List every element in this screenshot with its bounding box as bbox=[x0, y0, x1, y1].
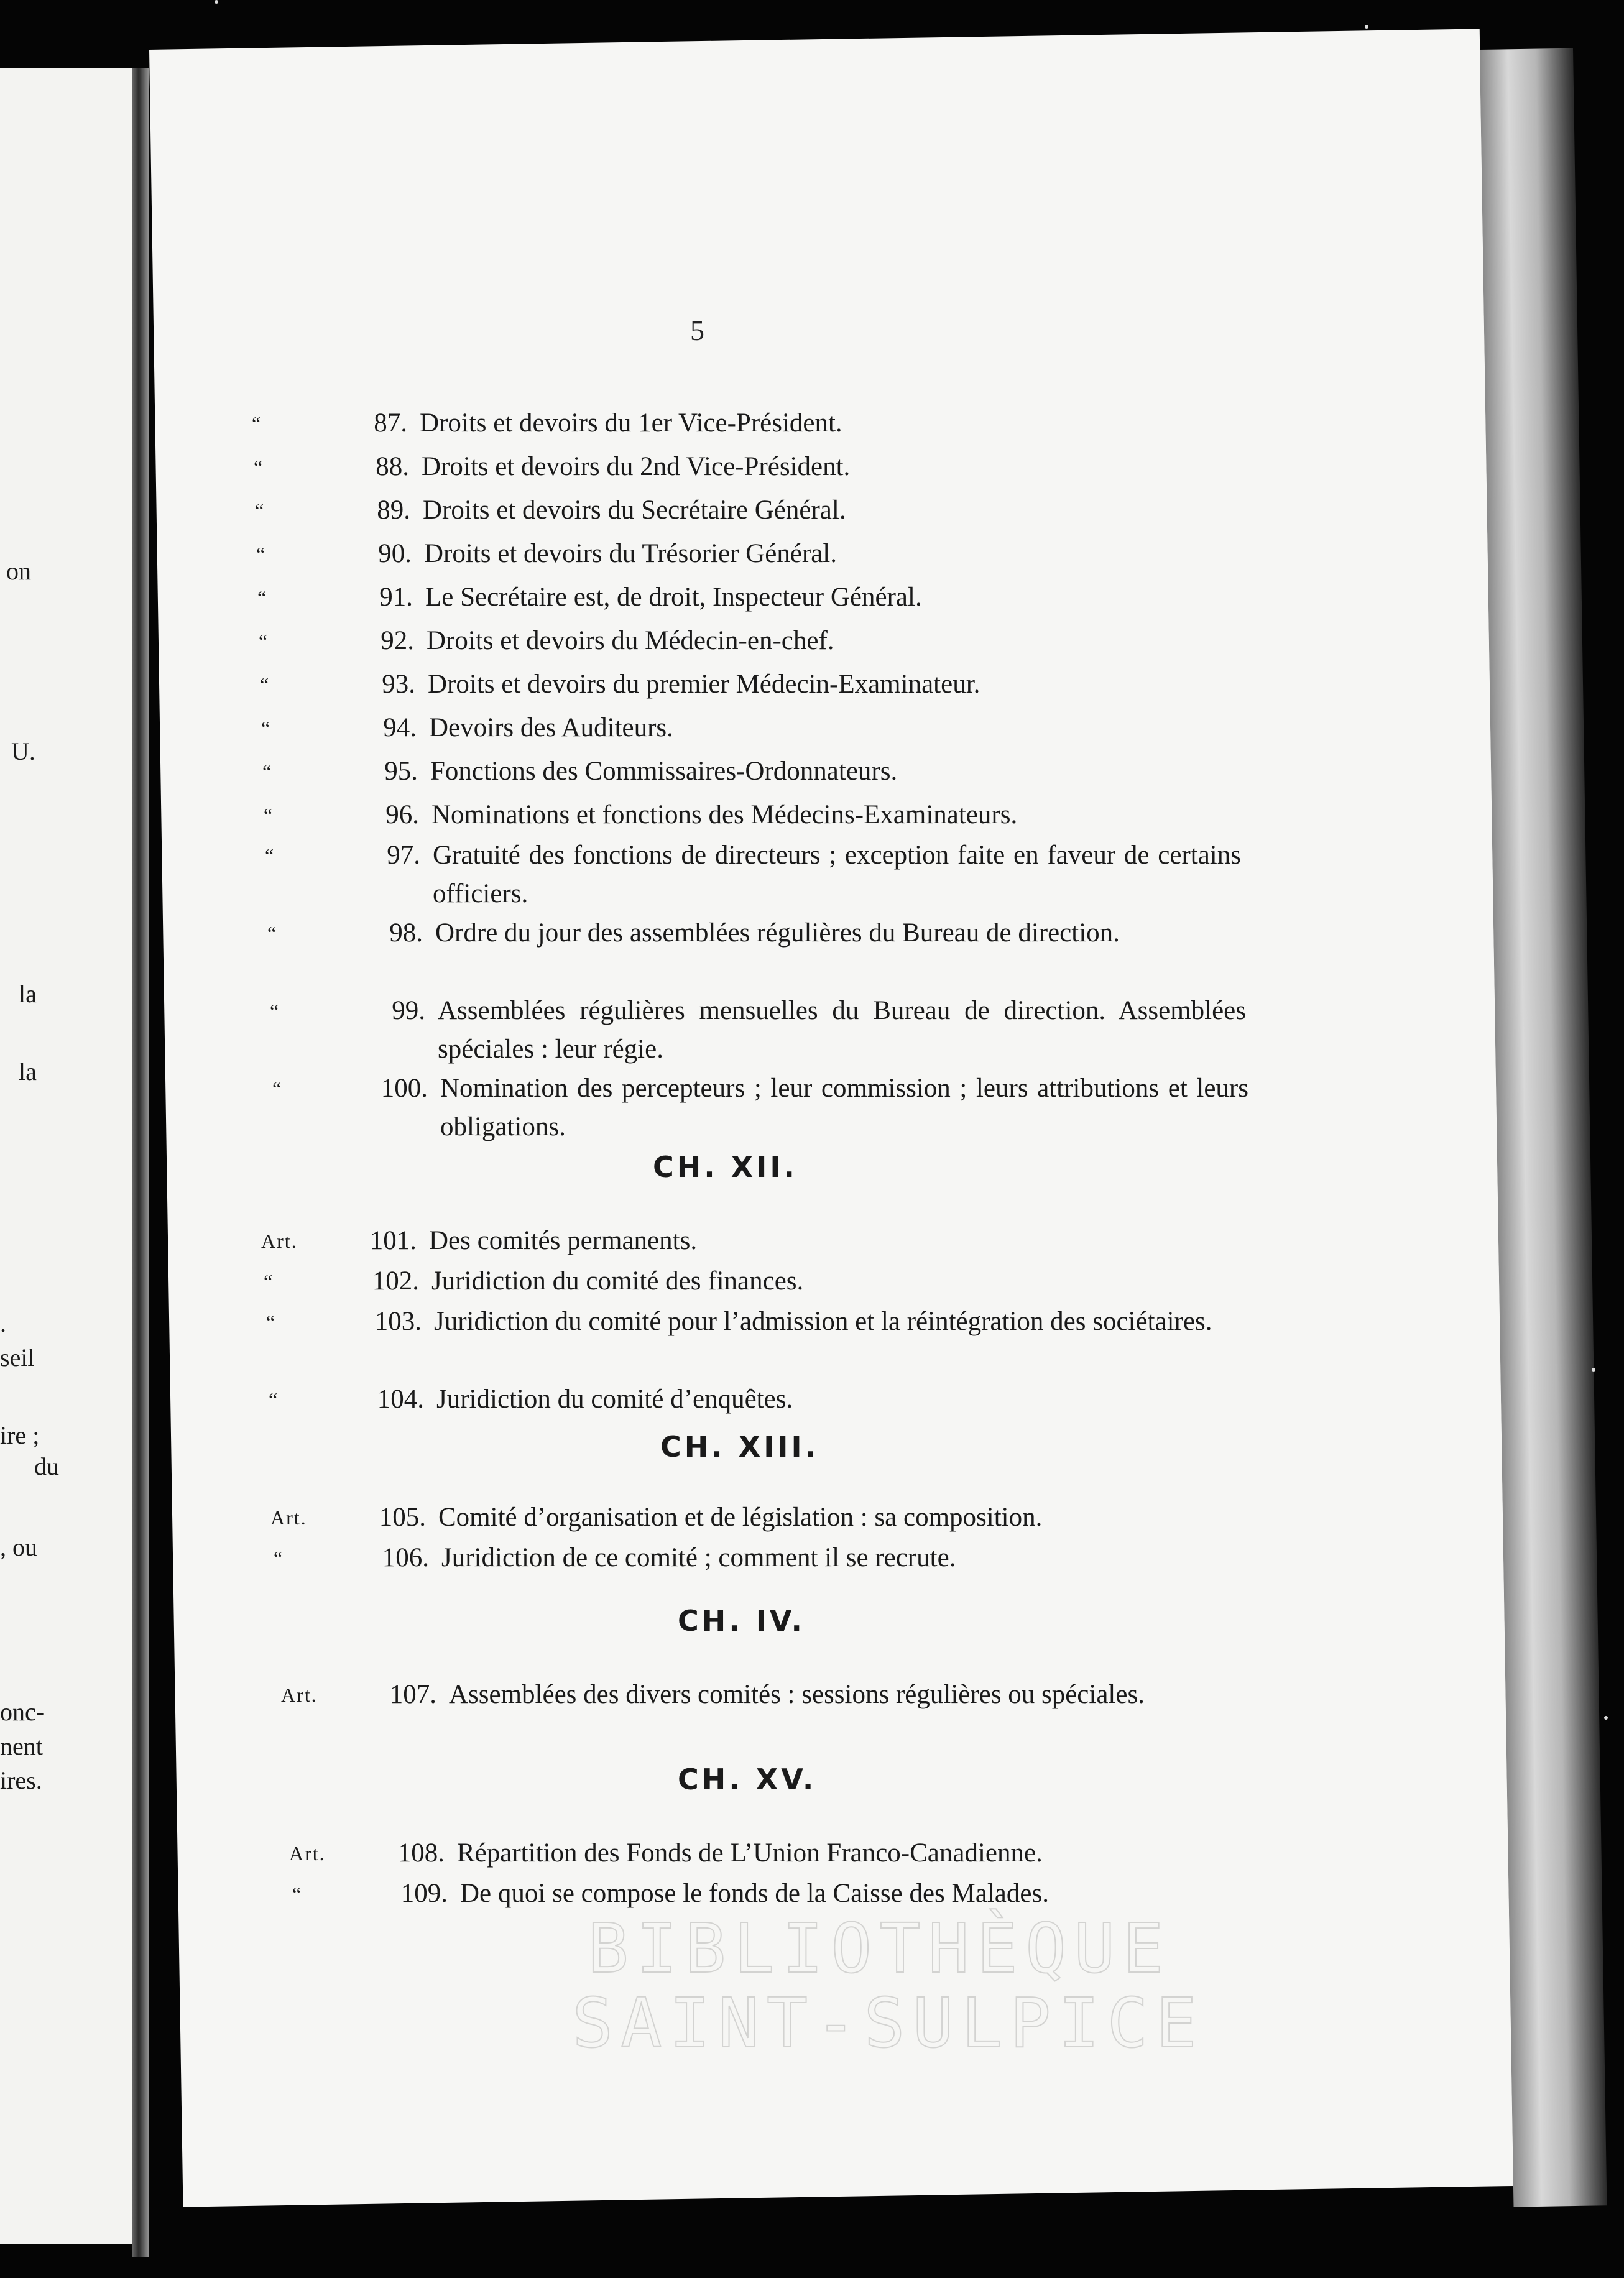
left-page bbox=[0, 68, 132, 2244]
dust-speck bbox=[1365, 25, 1368, 29]
left-page-fragment: . bbox=[0, 1309, 6, 1337]
left-page-fragment: , ou bbox=[0, 1533, 37, 1561]
chapter-heading: CH. IV. bbox=[678, 1604, 806, 1638]
left-page-fragment: seil bbox=[0, 1344, 35, 1372]
chapter-heading: CH. XII. bbox=[653, 1150, 798, 1184]
left-page-fragment: la bbox=[19, 1058, 37, 1086]
dust-speck bbox=[1604, 1716, 1608, 1720]
left-page-fragment: U. bbox=[11, 737, 35, 765]
library-stamp-line: SAINT-SULPICE bbox=[572, 1983, 1204, 2063]
chapter-heading: CH. XV. bbox=[678, 1763, 817, 1796]
left-page-fragment: nent bbox=[0, 1732, 43, 1760]
chapter-heading: CH. XIII. bbox=[660, 1430, 819, 1464]
dust-speck bbox=[1592, 1368, 1595, 1372]
library-stamp-line: BIBLIOTHÈQUE bbox=[588, 1909, 1171, 1988]
left-page-fragment: onc- bbox=[0, 1698, 45, 1726]
left-page-fragment: la bbox=[19, 980, 37, 1008]
book-gutter bbox=[132, 68, 149, 2257]
left-page-fragment: on bbox=[6, 557, 31, 585]
left-page-fragment: ire ; bbox=[0, 1421, 40, 1449]
dust-speck bbox=[215, 0, 218, 4]
left-page-fragment: du bbox=[34, 1452, 59, 1480]
page-number: 5 bbox=[690, 315, 704, 346]
left-page-fragment: ires. bbox=[0, 1766, 42, 1794]
